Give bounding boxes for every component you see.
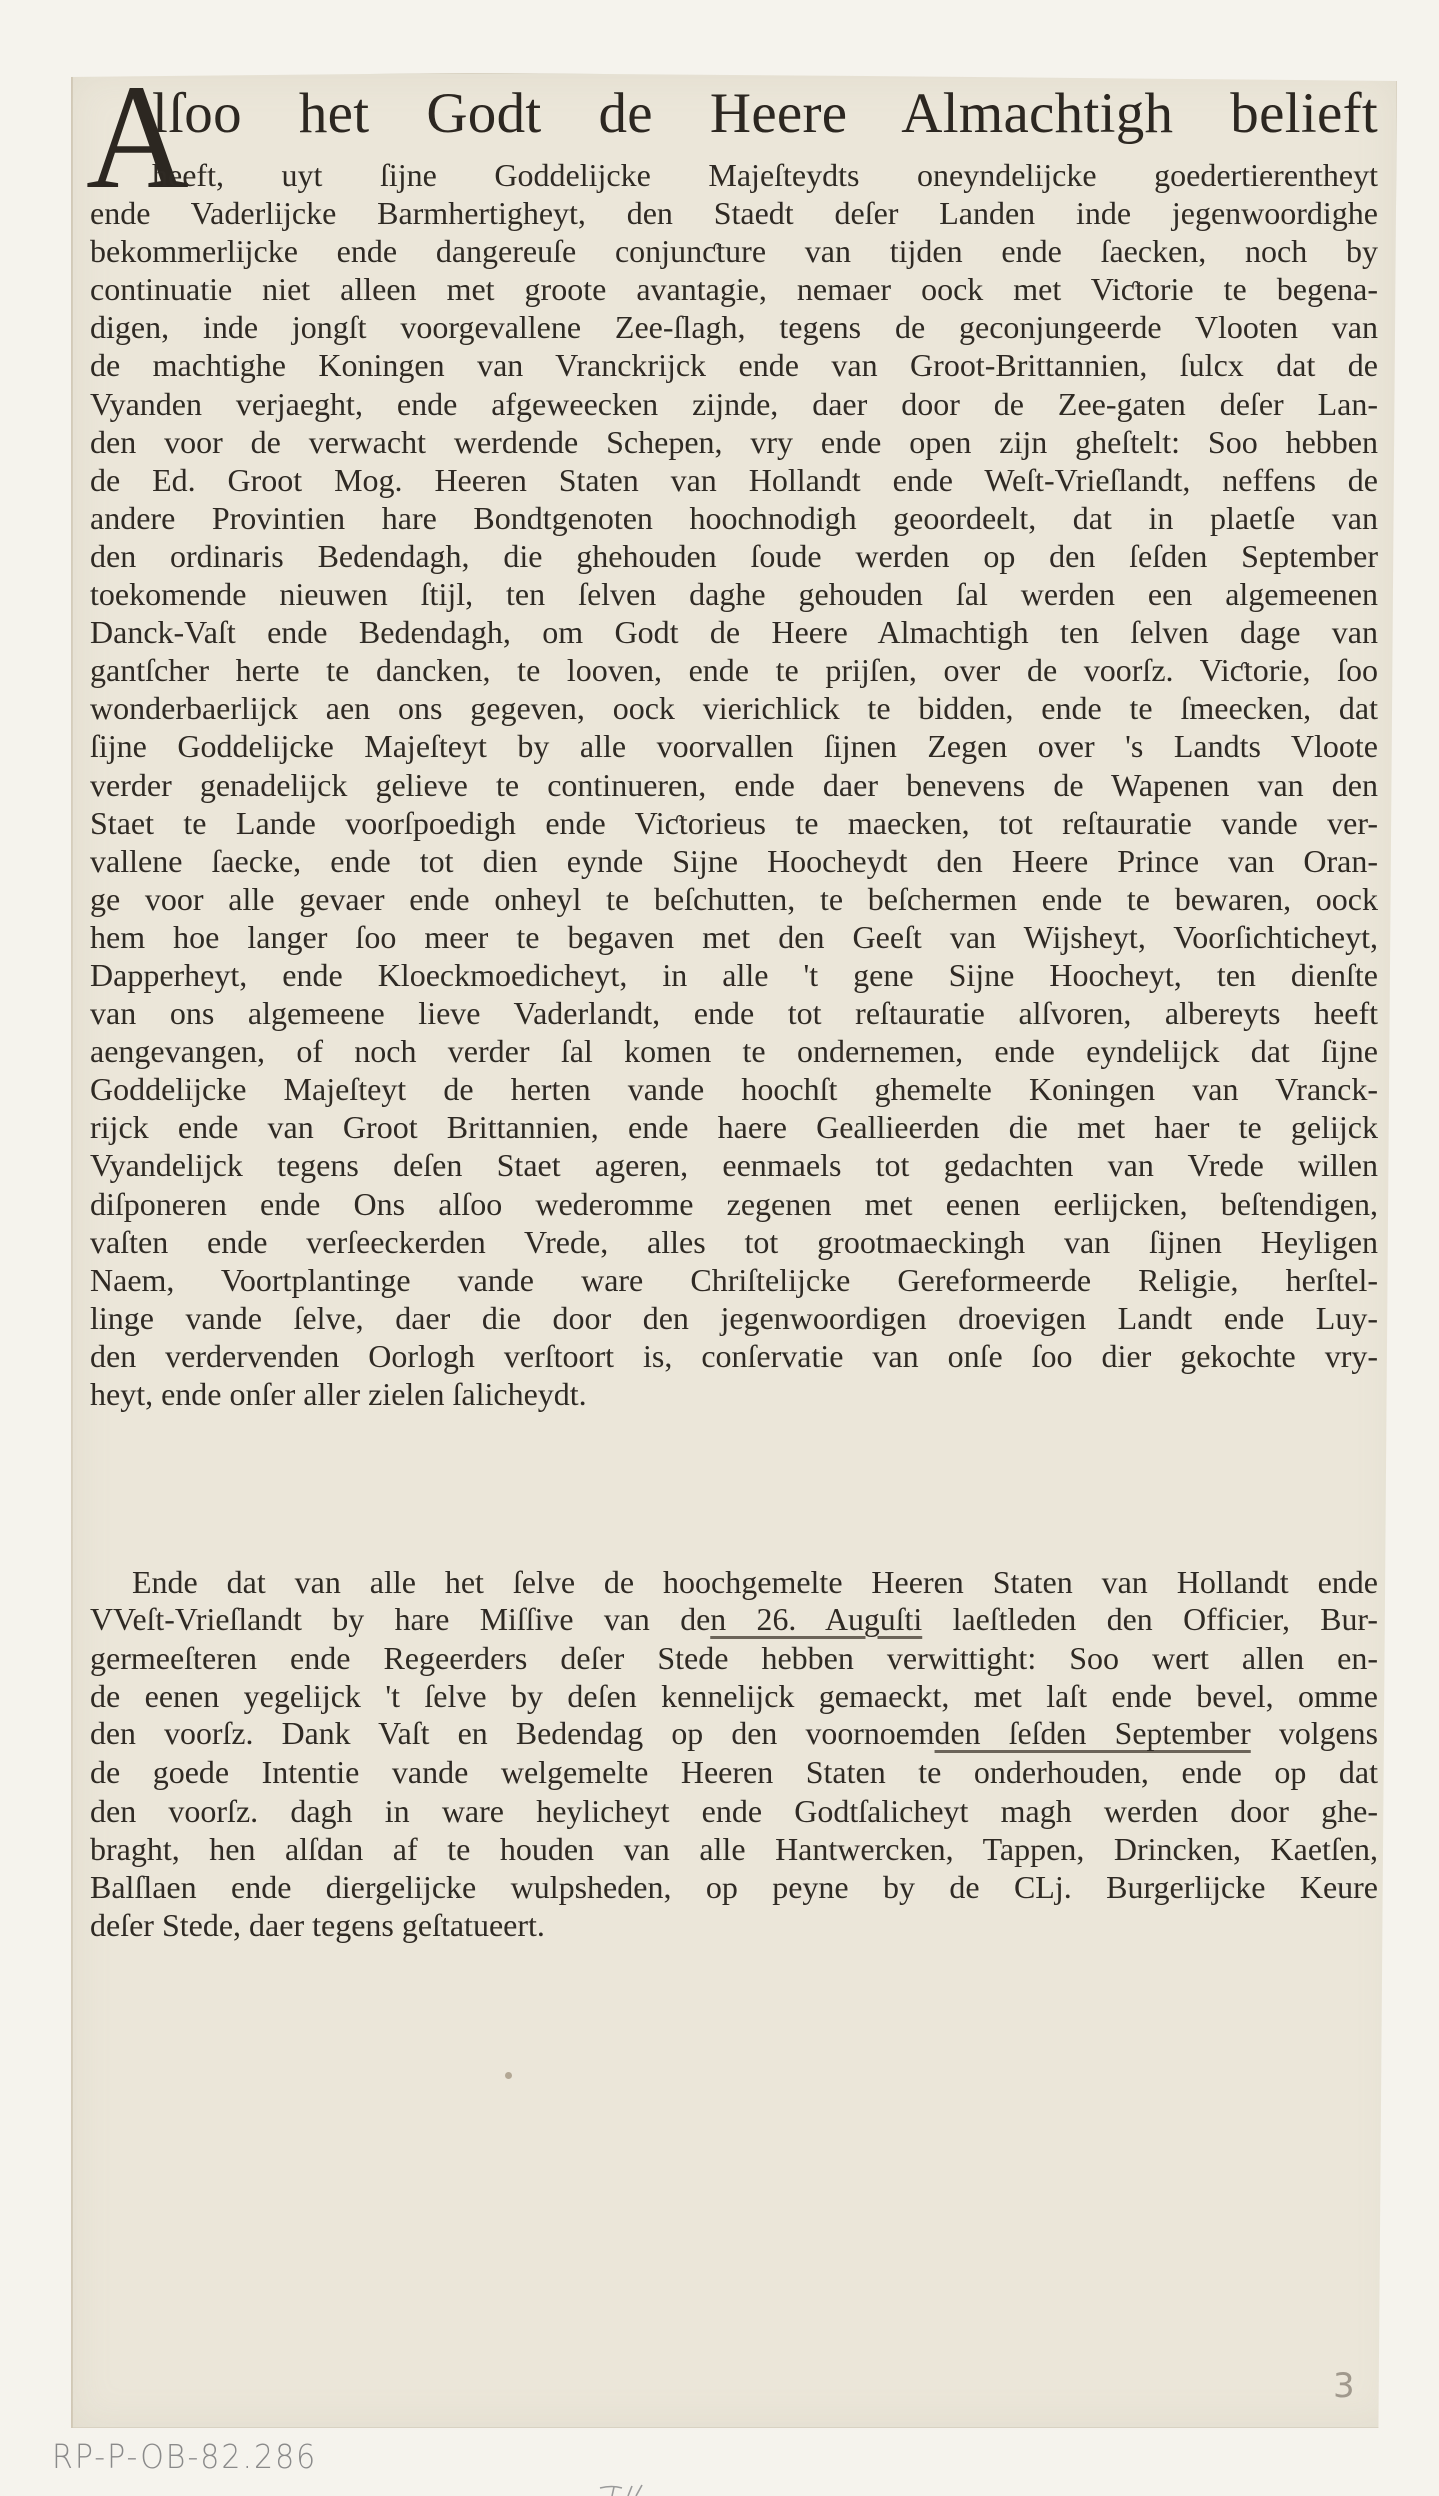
text-segment: den voorſz. Dank Vaſt en Bedendag op den voornoem [90,1716,935,1752]
document-heading: lſoo het Godt de Heere Almachtigh belieft [152,82,1378,145]
text-line: braght, hen alſdan af te houden van alle Hantwercken, Tappen, Drincken, Kaetſen, [90,1830,1378,1867]
text-line: heeft, uyt ſijne Goddelijcke Majeſteydts oneyndelijcke goedertierentheyt [152,157,1378,193]
text-line: digen, inde jongſt voorgevallene Zee-ſlagh, tegens de geconjungeerde Vlooten van [90,309,1378,346]
text-line: germeeſteren ende Regeerders deſer Stede hebben verwittight: Soo wert allen en- [90,1640,1378,1677]
text-line: bekommerlijcke ende dangereuſe conjunƈture van tijden ende ſaecken, noch by [90,233,1378,270]
underlined-date: n 26. Auguſti [710,1602,923,1638]
text-line: de Ed. Groot Mog. Heeren Staten van Hollandt ende Weſt-Vrieſlandt, neffens de [90,461,1378,498]
text-line: gantſcher herte te dancken, te looven, ende te prijſen, over de voorſz. Viƈtorie, ſoo [90,652,1378,689]
paragraph-1 [90,156,1378,1413]
text-line: hem hoe langer ſoo meer te begaven met den Geeſt van Wijsheyt, Voorſichticheyt, [90,918,1378,955]
text-line: continuatie niet alleen met groote avantagie, nemaer oock met Viƈtorie te begena- [90,271,1378,308]
text-segment: volgens [1250,1716,1378,1752]
text-line: den ordinaris Bedendagh, die ghehouden ſoude werden op den ſeſden September [90,537,1378,574]
text-line: vallene ſaecke, ende tot dien eynde Sijne Hoocheydt den Heere Prince van Oran- [90,842,1378,879]
text-line: van ons algemeene lieve Vaderlandt, ende tot reſtauratie alſvoren, albereyts heeft [90,995,1378,1032]
text-line: den voorſz. dagh in ware heylicheyt ende Godtſalicheyt magh werden door ghe- [90,1792,1378,1829]
text-line: ſijne Goddelijcke Majeſteyt by alle voorvallen ſijnen Zegen over 's Landts Vloote [90,728,1378,765]
text-line: Balſlaen ende diergelijcke wulpsheden, op peyne by de CLj. Burgerlijcke Keure [90,1868,1378,1905]
text-line: vaſten ende verſeeckerden Vrede, alles tot grootmaeckingh van ſijnen Heyligen [90,1223,1378,1260]
text-line: de machtighe Koningen van Vranckrijck ende van Groot-Brittannien, ſulcx dat de [90,347,1378,384]
text-line: ende Vaderlijcke Barmhertigheyt, den Staedt deſer Landen inde jegenwoordighe [90,195,1378,232]
text-line: Danck-Vaſt ende Bedendagh, om Godt de Heere Almachtigh ten ſelven dage van [90,614,1378,651]
text-line [90,1715,1378,1753]
text-line: linge vande ſelve, daer die door den jegenwoordigen droevigen Landt ende Luy- [90,1299,1378,1336]
pencil-mark-icon [598,2482,668,2496]
text-line: Vyanden verjaeght, ende afgeweecken zijnde, daer door de Zee-gaten deſer Lan- [90,385,1378,422]
text-line: toekomende nieuwen ſtijl, ten ſelven daghe gehouden ſal werden een algemeenen [90,576,1378,613]
text-segment: VVeſt-Vrieſlandt by hare Miſſive van de [90,1602,711,1638]
text-line: ge voor alle gevaer ende onheyl te beſchutten, te beſchermen ende te bewaren, oock [90,880,1378,917]
text-line: de eenen yegelijck 't ſelve by deſen kennelijck gemaeckt, met laſt ende bevel, omme [90,1678,1378,1715]
text-line: rijck ende van Groot Brittannien, ende haere Geallieerden die met haer te gelijck [90,1109,1378,1146]
text-line: den verdervenden Oorlogh verſtoort is, conſervatie van onſe ſoo dier gekochte vry- [90,1337,1378,1374]
paper-speck [505,2072,512,2079]
paragraph-2 [90,1563,1378,1944]
drop-cap-initial: A [86,54,189,220]
text-line: Vyandelijck tegens deſen Staet ageren, eenmaels tot gedachten van Vrede willen [90,1147,1378,1184]
text-line: wonderbaerlijck aen ons gegeven, oock vierichlick te bidden, ende te ſmeecken, dat [90,690,1378,727]
text-line: Naem, Voortplantinge vande ware Chriſtelijcke Gereformeerde Religie, herſtel- [90,1261,1378,1298]
text-segment: laeſtleden den Officier, Bur- [922,1602,1378,1638]
text-line: andere Provintien hare Bondtgenoten hoochnodigh geoordeelt, dat in plaetſe van [90,499,1378,536]
text-line: Staet te Lande voorſpoedigh ende Viƈtorieus te maecken, tot reſtauratie vande ver- [90,804,1378,841]
text-line: aengevangen, of noch verder ſal komen te ondernemen, ende eyndelijck dat ſijne [90,1033,1378,1070]
underlined-date: den ſeſden September [934,1716,1251,1752]
text-line: heyt, ende onſer aller zielen ſalicheydt. [90,1376,587,1412]
text-line [90,1601,1378,1639]
text-line: Ende dat van alle het ſelve de hoochgemelte Heeren Staten van Hollandt ende [132,1564,1378,1600]
text-line: de goede Intentie vande welgemelte Heeren Staten te onderhouden, ende op dat [90,1754,1378,1791]
text-line: deſer Stede, daer tegens geſtatueert. [90,1906,545,1943]
text-line: diſponeren ende Ons alſoo wederomme zegenen met eenen eerlijcken, beſtendigen, [90,1185,1378,1222]
accession-number: RP-P-OB-82.286 [52,2438,318,2477]
paper-edge [71,73,73,2428]
text-line: den voor de verwacht werdende Schepen, vry ende open zijn gheſtelt: Soo hebben [90,423,1378,460]
page-number-stamp: 3 [1333,2366,1355,2406]
text-line: verder genadelijck gelieve te continueren, ende daer benevens de Wapenen van den [90,766,1378,803]
text-line: Dapperheyt, ende Kloeckmoedicheyt, in alle 't gene Sijne Hoocheyt, ten dienſte [90,956,1378,993]
text-line: Goddelijcke Majeſteyt de herten vande hoochſt ghemelte Koningen van Vranck- [90,1071,1378,1108]
